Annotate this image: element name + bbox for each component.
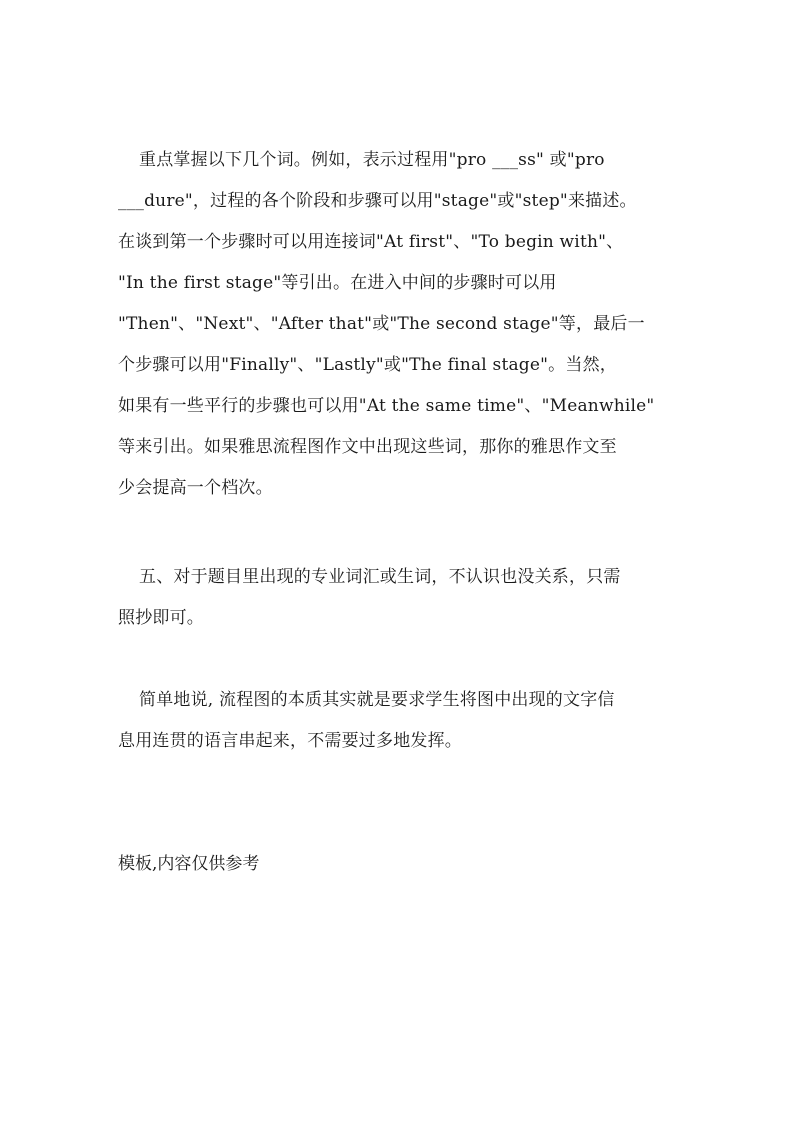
paragraph-1-line-6: 个步骤可以用"Finally"、"Lastly"或"The final stage"。当然， [118, 355, 617, 375]
paragraph-1-line-3: 在谈到第一个步骤时可以用连接词"At first"、"To begin with"、 [118, 232, 624, 252]
paragraph-3-line-1: 简单地说, 流程图的本质其实就是要求学生将图中出现的文字信 [139, 690, 615, 710]
paragraph-1-line-9: 少会提高一个档次。 [118, 478, 273, 498]
paragraph-1-line-7: 如果有一些平行的步骤也可以用"At the same time"、"Meanwhile" [118, 396, 655, 416]
paragraph-2-line-2: 照抄即可。 [118, 608, 204, 628]
paragraph-1-line-5: "Then"、"Next"、"After that"或"The second stage"等，最后一 [118, 314, 645, 334]
paragraph-1-line-8: 等来引出。如果雅思流程图作文中出现这些词，那你的雅思作文至 [118, 437, 617, 457]
paragraph-1-line-1: 重点掌握以下几个词。例如，表示过程用"pro ___ss" 或"pro [139, 150, 605, 170]
paragraph-1-line-2: ___dure"，过程的各个阶段和步骤可以用"stage"或"step"来描述。 [118, 191, 637, 211]
paragraph-2-line-1: 五、对于题目里出现的专业词汇或生词，不认识也没关系，只需 [139, 567, 621, 587]
footer-note: 模板,内容仅供参考 [118, 854, 260, 874]
paragraph-3-line-2: 息用连贯的语言串起来，不需要过多地发挥。 [118, 731, 462, 751]
paragraph-1-line-4: "In the first stage"等引出。在进入中间的步骤时可以用 [118, 273, 557, 293]
